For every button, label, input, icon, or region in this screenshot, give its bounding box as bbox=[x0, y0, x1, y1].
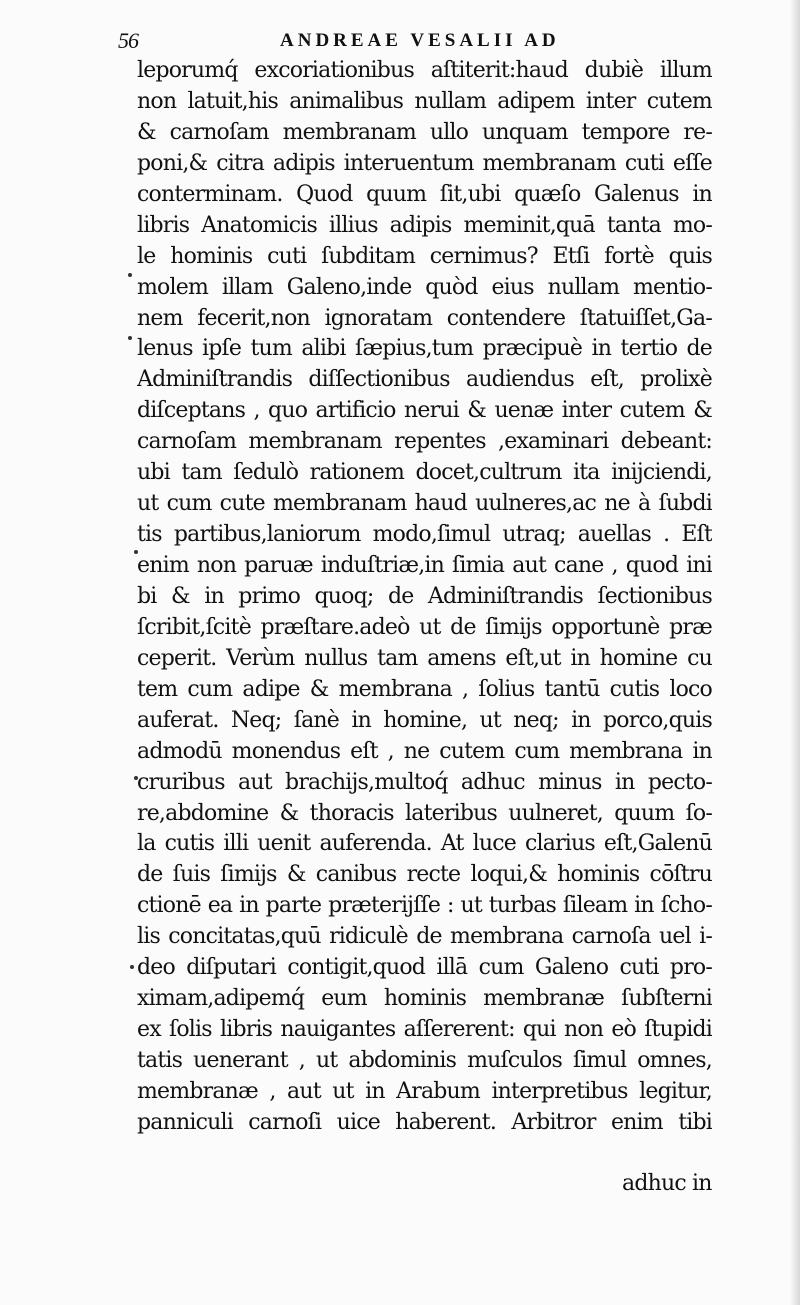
text-line: enim non paruæ induſtriæ,in ſimia aut cane , quod ini bbox=[137, 553, 712, 578]
text-line: non latuit,his animalibus nullam adipem inter cutem bbox=[137, 88, 712, 114]
text-line: nem fecerit,non ignoratam contendere ſtatuiſſet,Ga- bbox=[137, 305, 712, 331]
text-line: Adminiſtrandis diſſectionibus audiendus eſt, prolixè bbox=[137, 367, 712, 393]
text-line: ſcribit,ſcitè præſtare.adeò ut de ſimijs opportunè præ bbox=[137, 614, 712, 640]
page-number: 56 bbox=[118, 28, 138, 53]
text-line: ceperit. Verùm nullus tam amens eſt,ut in homine cu bbox=[137, 645, 712, 671]
text-line: lenus ipſe tum alibi ſæpius,tum præcipuè in tertio de bbox=[137, 336, 712, 362]
text-line: cruribus aut brachijs,multoq́ adhuc minus in pecto- bbox=[137, 769, 712, 795]
text-line: tis partibus,laniorum modo,ſimul utraq; auellas . Eſt bbox=[137, 522, 712, 548]
margin-mark bbox=[128, 336, 132, 340]
margin-mark bbox=[128, 273, 132, 277]
page-header bbox=[118, 28, 728, 54]
text-line: lis concitatas,quū ridiculè de membrana carnoſa uel i- bbox=[137, 924, 712, 950]
body-text bbox=[137, 56, 712, 1139]
text-line: poni,& citra adipis interuentum membranam cuti eſſe bbox=[137, 150, 712, 176]
text-line: ut cum cute membranam haud uulneres,ac ne à ſubdi bbox=[137, 491, 712, 517]
catchword: adhuc in bbox=[622, 1171, 712, 1196]
text-line: admodū monendus eſt , ne cutem cum membrana in bbox=[137, 738, 712, 764]
text-line: deo diſputari contigit,quod illā cum Galeno cuti pro- bbox=[137, 955, 712, 981]
text-line: & carnoſam membranam ullo unquam tempore re- bbox=[137, 119, 712, 145]
running-head: ANDREAE VESALII AD bbox=[280, 30, 560, 51]
margin-mark bbox=[130, 965, 134, 969]
text-line: ex ſolis libris nauigantes aſſererent: qui non eò ſtupidi bbox=[137, 1017, 712, 1043]
text-line: leporumq́ excoriationibus aſtiterit:haud dubiè illum bbox=[137, 58, 712, 83]
text-line: auferat. Neq; ſanè in homine, ut neq; in porco,quis bbox=[137, 707, 712, 733]
text-line: panniculi carnoſi uice haberent. Arbitror enim tibi bbox=[137, 1109, 712, 1135]
text-line: diſceptans , quo artificio nerui & uenæ inter cutem & bbox=[137, 398, 712, 424]
text-line: re,abdomine & thoracis lateribus uulneret, quum ſo- bbox=[137, 800, 712, 826]
text-line: ubi tam ſedulò rationem docet,cultrum ita inijciendi, bbox=[137, 460, 712, 486]
text-line: ctionē ea in parte præterijſſe : ut turbas ſileam in ſcho- bbox=[137, 893, 712, 919]
text-line: molem illam Galeno,inde quòd eius nullam mentio- bbox=[137, 274, 712, 300]
page-edge-shadow bbox=[790, 0, 800, 1305]
text-line: membranæ , aut ut in Arabum interpretibus legitur, bbox=[137, 1078, 712, 1104]
show-through-mark bbox=[40, 620, 50, 630]
text-line: tem cum adipe & membrana , ſolius tantū cutis loco bbox=[137, 676, 712, 702]
text-line: de ſuis ſimijs & canibus recte loqui,& hominis cōſtru bbox=[137, 862, 712, 888]
text-line: tatis uenerant , ut abdominis muſculos ſimul omnes, bbox=[137, 1048, 712, 1073]
text-line: carnoſam membranam repentes ,examinari debeant: bbox=[137, 429, 712, 455]
text-line: conterminam. Quod quum ſit,ubi quæſo Galenus in bbox=[137, 181, 712, 207]
text-line: bi & in primo quoq; de Adminiſtrandis ſectionibus bbox=[137, 583, 712, 609]
text-line: la cutis illi uenit auferenda. At luce clarius eſt,Galenū bbox=[137, 831, 712, 857]
text-line: le hominis cuti ſubditam cernimus? Etſi fortè quis bbox=[137, 243, 712, 269]
text-line: libris Anatomicis illius adipis meminit,quā tanta mo- bbox=[137, 212, 712, 238]
text-line: ximam,adipemq́ eum hominis membranæ ſubſterni bbox=[137, 986, 712, 1012]
